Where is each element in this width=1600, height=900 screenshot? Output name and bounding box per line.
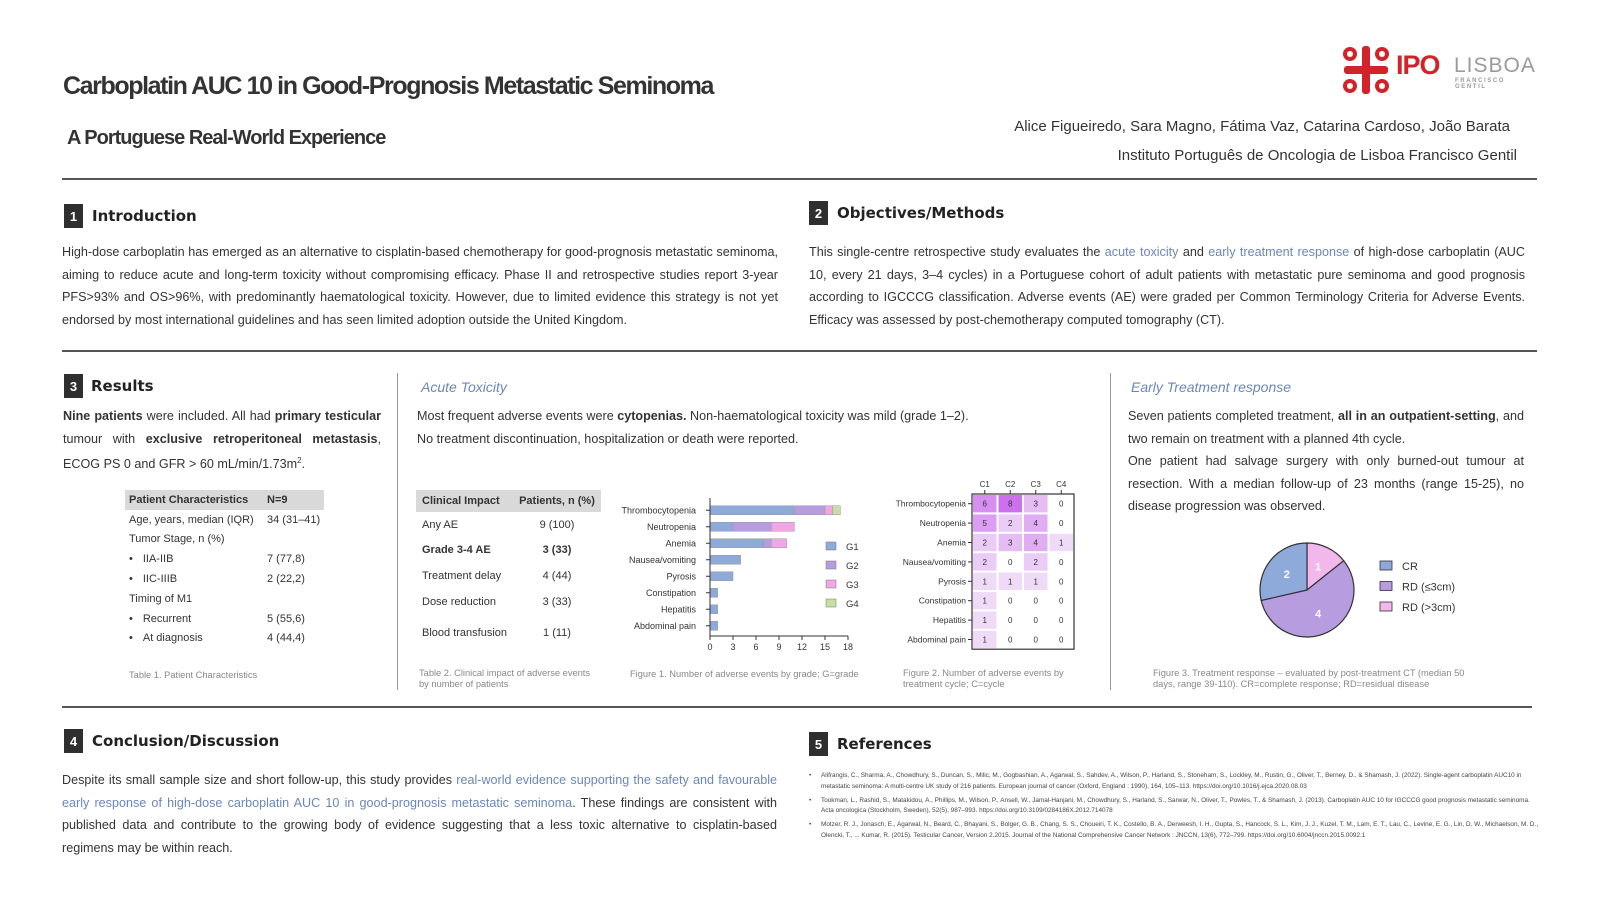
figure2-caption: Figure 2. Number of adverse events by treatment cycle; C=cycle	[903, 668, 1064, 689]
cell-value: 1	[982, 616, 987, 626]
cell-value: 1	[982, 577, 987, 587]
objectives-text	[809, 241, 1525, 331]
bar-G1	[710, 588, 718, 597]
conclusion-text	[62, 769, 777, 859]
x-tick-label: 15	[819, 642, 831, 652]
cell-value: 3	[1008, 538, 1013, 548]
objectives-text-3: of high-dose carboplatin (AUC 10, every 21 days, 3–4 cycles) in a Portuguese cohort of adult patients with metastatic pure seminoma and good prognosis according to IGCCCG classification. Adverse events (AE) were graded per Common Terminology Criteria for Adverse Events. Efficacy was assessed by post-chemotherapy computed tomography (CT).	[809, 245, 1525, 327]
slice-value-label: 2	[1283, 568, 1290, 581]
legend-label: G3	[846, 580, 859, 591]
cell-value: 6	[982, 499, 987, 509]
table-row	[416, 589, 601, 615]
early-text-2: , and two remain on treatment with a planned 4th cycle.	[1128, 409, 1524, 446]
cell-value: 5	[982, 519, 987, 529]
cell-value: 2	[1008, 519, 1013, 529]
legend-swatch	[1380, 561, 1392, 570]
row-label-text: Timing of M1	[129, 592, 193, 605]
row-label: Anemia	[937, 537, 966, 548]
row-label-text: IIA-IIB	[142, 553, 174, 566]
bullet-icon: •	[129, 573, 133, 586]
results-text	[63, 405, 381, 476]
row-value: 5 (55,6)	[267, 612, 305, 625]
bullet-icon: •	[129, 612, 133, 625]
row-label: Thrombocytopenia	[895, 498, 966, 509]
results-bold-3: exclusive retroperitoneal metastasis	[145, 431, 378, 446]
results-text-1: were included. All had	[142, 409, 275, 423]
conclusion-text-2: . These findings are consistent with published data and contribute to the growing body of evidence suggesting that a less toxic alternative to cisplatin-based regimens may be within reach.	[62, 795, 777, 855]
row-label-text: At diagnosis	[142, 632, 203, 645]
table-header: Patient Characteristics	[125, 490, 263, 510]
references-list	[809, 771, 1539, 845]
cell-value: 0	[1059, 577, 1064, 587]
acute-text-1: Most frequent adverse events were	[417, 409, 618, 423]
authors: Alice Figueiredo, Sara Magno, Fátima Vaz, Catarina Cardoso, João Barata	[1014, 118, 1510, 135]
category-label: Neutropenia	[646, 521, 696, 532]
cell-value: 0	[1059, 616, 1064, 626]
table-header: Patients, n (%)	[513, 490, 601, 512]
early-bold-1: all in an outpatient-setting	[1337, 409, 1496, 423]
legend-swatch	[1380, 602, 1392, 611]
cell-value: 2	[982, 538, 987, 548]
early-text-p2: One patient had salvage surgery with only burned-out tumour at resection. With a median follow-up of 23 months (range 15-25), no disease progression was observed.	[1128, 454, 1524, 514]
figure3-caption: Figure 3. Treatment response – evaluated by post-treatment CT (median 50 days, range 39-110). CR=complete response; RD=residual disease	[1153, 668, 1465, 689]
row-label: Nausea/vomiting	[902, 556, 966, 567]
row-label-text: Recurrent	[142, 612, 192, 625]
column-divider	[397, 373, 398, 690]
x-tick-label: 12	[796, 642, 808, 652]
bar-G1	[710, 621, 718, 630]
row-label	[125, 609, 263, 629]
row-value: 34 (31–41)	[267, 513, 321, 526]
cell-value: 0	[1059, 519, 1064, 529]
table-row	[416, 563, 601, 589]
column-label: C4	[1056, 480, 1067, 489]
legend-label: CR	[1402, 561, 1418, 573]
legend-label: RD (>3cm)	[1402, 602, 1456, 614]
x-tick-label: 6	[753, 642, 759, 652]
row-label: Blood transfusion	[422, 627, 507, 639]
institute: Instituto Português de Oncologia de Lisboa Francisco Gentil	[1117, 147, 1517, 164]
reference-item: • Motzer, R. J., Jonasch, E., Agarwal, N., Beard, C., Bhayani, S., Bolger, G. B., Chang, S. S., Choueiri, T. K., Costello, B. A., Derweesh, I. H., Gupta, S., Hancock, S. L., Kim, J. J., Kuzel, T. M., Lam, E. T., Lau, C., Levine, E. G., Lin, D. W., Michaelson, M. D., Olencki, T., ... Kumar, R. (2015). Testicular Cancer, Version 2.2015. Journal of the National Comprehensive Cancer Network : JNCCN, 13(6), 772–799. https://doi.org/10.6004/jnccn.2015.0092.1	[809, 820, 1539, 841]
cell-value: 4	[1033, 538, 1038, 548]
acute-bold-1: cytopenias.	[617, 409, 687, 423]
results-divider	[62, 706, 1532, 708]
cell-value: 0	[1059, 635, 1064, 645]
adverse-events-by-grade-chart	[610, 492, 890, 662]
legend-label: G1	[846, 542, 859, 553]
column-label: C3	[1030, 480, 1041, 489]
objectives-text-1: This single-centre retrospective study evaluates the	[809, 245, 1105, 259]
cell-value: 1	[1059, 538, 1064, 548]
references-title: References	[837, 735, 932, 753]
early-response-title: Early Treatment response	[1131, 379, 1292, 395]
bar-G3	[771, 539, 786, 548]
category-label: Thrombocytopenia	[621, 505, 696, 516]
acute-toxicity-title: Acute Toxicity	[421, 379, 507, 395]
conclusion-text-1: Despite its small sample size and short follow-up, this study provides	[62, 773, 457, 787]
row-value: 2 (22,2)	[267, 573, 305, 586]
bar-G1	[710, 555, 741, 564]
section-number: 5	[809, 732, 828, 756]
poster-subtitle: A Portuguese Real-World Experience	[67, 127, 386, 149]
cell-value: 0	[1059, 596, 1064, 606]
highlight-conclusion: real-world evidence supporting the safety and favourable early response of high-dose carboplatin AUC 10 in good-prognosis metastatic seminoma	[62, 773, 778, 810]
logo-lisboa-text: LISBOA	[1454, 54, 1536, 77]
clinical-impact-table	[416, 490, 601, 651]
treatment-response-pie-chart	[1250, 535, 1490, 645]
cell-value: 0	[1008, 557, 1013, 567]
bar-G2	[733, 522, 771, 531]
bar-G2	[764, 539, 772, 548]
row-value: 4 (44)	[542, 570, 572, 582]
results-bold-2: primary testicular	[274, 409, 381, 423]
table-row	[125, 629, 324, 649]
results-text-4: .	[301, 457, 306, 472]
x-tick-label: 18	[842, 642, 854, 652]
row-value	[263, 589, 324, 609]
row-value: 1 (11)	[543, 627, 571, 639]
column-label: C2	[1005, 480, 1016, 489]
results-text-3: , ECOG PS 0 and GFR > 60 mL/min/1.73m	[63, 431, 382, 472]
cell-value: 0	[1033, 616, 1038, 626]
table-row	[125, 609, 324, 629]
objectives-title: Objectives/Methods	[837, 204, 1005, 222]
patient-characteristics-table	[125, 490, 324, 648]
row-label: Neutropenia	[919, 518, 966, 529]
legend-swatch	[826, 542, 836, 550]
table-row	[416, 615, 601, 651]
intro-divider	[62, 350, 1537, 352]
category-label: Abdominal pain	[633, 620, 696, 631]
x-tick-label: 9	[776, 642, 782, 652]
bar-G4	[833, 506, 841, 515]
row-label: Hepatitis	[932, 615, 966, 626]
legend-swatch	[826, 561, 836, 569]
cell-value: 8	[1008, 499, 1013, 509]
row-value: 7 (77,8)	[267, 553, 305, 566]
row-label: Constipation	[918, 595, 966, 606]
table-row	[125, 589, 324, 609]
bullet-icon: •	[129, 553, 133, 566]
acute-text-2: Non-haematological toxicity was mild (grade 1–2).	[686, 409, 969, 423]
highlight-treatment-response: early treatment response	[1208, 245, 1350, 259]
header-divider	[62, 178, 1537, 180]
results-bold-1: Nine patients	[63, 409, 143, 423]
legend-swatch	[826, 599, 836, 607]
bar-G1	[710, 506, 794, 515]
cell-value: 1	[982, 596, 987, 606]
section-number: 2	[809, 201, 828, 225]
early-response-text	[1128, 405, 1524, 518]
cell-value: 0	[1008, 596, 1013, 606]
legend-label: G2	[846, 561, 859, 572]
bar-G3	[771, 522, 794, 531]
table-header: Clinical Impact	[416, 490, 513, 512]
reference-item: • Tookman, L., Rashid, S., Matakidou, A., Phillips, M., Wilson, P., Ansell, W., Jamal-Hanjani, M., Chowdhury, S., Harland, S., Sarwar, N., Oliver, T., Powles, T., & Shamash, J. (2013). Carboplatin AUC 10 for IGCCCG good prognosis metastatic seminoma. Acta oncologica (Stockholm, Sweden), 52(5), 987–993. https://doi.org/10.3109/0284186X.2012.714078	[809, 796, 1539, 817]
category-label: Nausea/vomiting	[628, 554, 696, 565]
row-value: 3 (33)	[542, 596, 572, 608]
section-number: 3	[64, 374, 83, 398]
row-label: Dose reduction	[422, 596, 496, 608]
category-label: Hepatitis	[660, 604, 696, 615]
reference-item: • Alifrangis, C., Sharma, A., Chowdhury, S., Duncan, S., Milic, M., Gogbashian, A., Agarwal, S., Sahdev, A., Wilson, P., Harland, S., Stoneham, S., Lockley, M., Rustin, G., Oliver, T., Berney, D., & Shamash, J. (2022). Single-agent carboplatin AUC10 in metastatic seminoma: A multi-centre UK study of 216 patients. European journal of cancer (Oxford, England : 1990), 164, 105–113. https://doi.org/10.1016/j.ejca.2020.08.03	[809, 771, 1539, 792]
category-label: Pyrosis	[666, 571, 696, 582]
bar-G1	[710, 522, 733, 531]
cell-value: 1	[982, 635, 987, 645]
highlight-acute-toxicity: acute toxicity	[1104, 245, 1179, 259]
row-label-text: Age, years, median (IQR)	[129, 513, 254, 526]
cell-value: 4	[1033, 519, 1038, 529]
row-label	[125, 510, 263, 530]
cell-value: 0	[1008, 616, 1013, 626]
row-label	[125, 549, 263, 569]
bullet-icon: •	[129, 632, 133, 645]
legend-label: G4	[846, 599, 859, 610]
table-row	[125, 569, 324, 589]
row-label: Treatment delay	[422, 570, 502, 582]
introduction-title: Introduction	[92, 207, 197, 225]
x-tick-label: 3	[730, 642, 736, 652]
cell-value: 1	[1008, 577, 1013, 587]
row-label-text: IIC-IIIB	[142, 573, 178, 586]
figure1-caption: Figure 1. Number of adverse events by grade; G=grade	[630, 669, 859, 679]
column-label: C1	[979, 480, 990, 489]
legend-label: RD (≤3cm)	[1402, 581, 1456, 594]
category-label: Anemia	[665, 538, 696, 549]
bar-G3	[825, 506, 833, 515]
table-row	[125, 549, 324, 569]
institution-logo	[1338, 40, 1538, 102]
bar-G1	[710, 572, 733, 581]
row-label	[125, 629, 263, 649]
row-label	[125, 569, 263, 589]
bar-G2	[794, 506, 825, 515]
results-title: Results	[91, 377, 154, 395]
slice-value-label: 4	[1315, 608, 1322, 621]
table-row	[416, 537, 601, 563]
early-text-1: Seven patients completed treatment,	[1128, 409, 1338, 423]
row-label	[125, 589, 263, 609]
legend-swatch	[826, 580, 836, 588]
row-label: Abdominal pain	[907, 634, 966, 645]
cell-value: 0	[1059, 499, 1064, 509]
acute-text-line2: No treatment discontinuation, hospitalization or death were reported.	[417, 431, 799, 446]
row-value: 9 (100)	[539, 518, 575, 531]
x-tick-label: 0	[707, 642, 713, 652]
cell-value: 2	[982, 557, 987, 567]
section-number: 4	[64, 729, 83, 753]
slice-value-label: 1	[1315, 561, 1322, 574]
introduction-text: High-dose carboplatin has emerged as an alternative to cisplatin-based chemotherapy for good-prognosis metastatic seminoma, aiming to reduce acute and long-term toxicity without compromising efficacy. Phase II and retrospective studies report 3-year PFS>93% and OS>96%, with predominantly haematological toxicity. However, due to limited evidence this strategy is not yet endorsed by most international guidelines and has seen limited adoption outside the United Kingdom.	[62, 245, 778, 327]
poster-title: Carboplatin AUC 10 in Good-Prognosis Metastatic Seminoma	[63, 72, 713, 100]
row-value	[263, 530, 324, 550]
row-label	[125, 530, 263, 550]
cell-value: 2	[1033, 557, 1038, 567]
column-divider	[1110, 373, 1111, 690]
cell-value: 0	[1033, 635, 1038, 645]
cell-value: 0	[1033, 596, 1038, 606]
conclusion-title: Conclusion/Discussion	[92, 732, 280, 750]
table1-caption: Table 1. Patient Characteristics	[129, 670, 258, 680]
cell-value: 0	[1059, 557, 1064, 567]
row-label: Pyrosis	[938, 576, 966, 587]
objectives-text-2: and	[1178, 245, 1209, 259]
logo-emblem-icon	[1338, 42, 1394, 98]
acute-toxicity-text	[417, 405, 1097, 450]
row-value: 4 (44,4)	[267, 632, 305, 645]
row-label: Grade 3-4 AE	[422, 544, 491, 556]
table-header: N=9	[263, 490, 324, 510]
table-row	[125, 530, 324, 550]
results-text-2: tumour with	[63, 431, 146, 446]
bar-G1	[710, 605, 718, 614]
logo-subtext: FRANCISCO GENTIL	[1455, 78, 1506, 90]
table-row	[416, 512, 601, 537]
row-label: Any AE	[422, 518, 459, 531]
results-superscript: 2	[297, 456, 302, 466]
table-row	[125, 510, 324, 530]
row-label-text: Tumor Stage, n (%)	[129, 533, 225, 546]
row-value: 3 (33)	[542, 544, 572, 556]
cell-value: 1	[1033, 577, 1038, 587]
category-label: Constipation	[645, 587, 696, 598]
cell-value: 0	[1008, 635, 1013, 645]
section-number: 1	[64, 204, 83, 228]
bar-G1	[710, 539, 764, 548]
cell-value: 3	[1033, 499, 1038, 509]
adverse-events-by-cycle-heatmap	[880, 474, 1090, 654]
logo-ipo-text: IPO	[1396, 50, 1440, 80]
legend-swatch	[1380, 582, 1392, 591]
table2-caption: Table 2. Clinical impact of adverse events by number of patients	[419, 668, 591, 689]
